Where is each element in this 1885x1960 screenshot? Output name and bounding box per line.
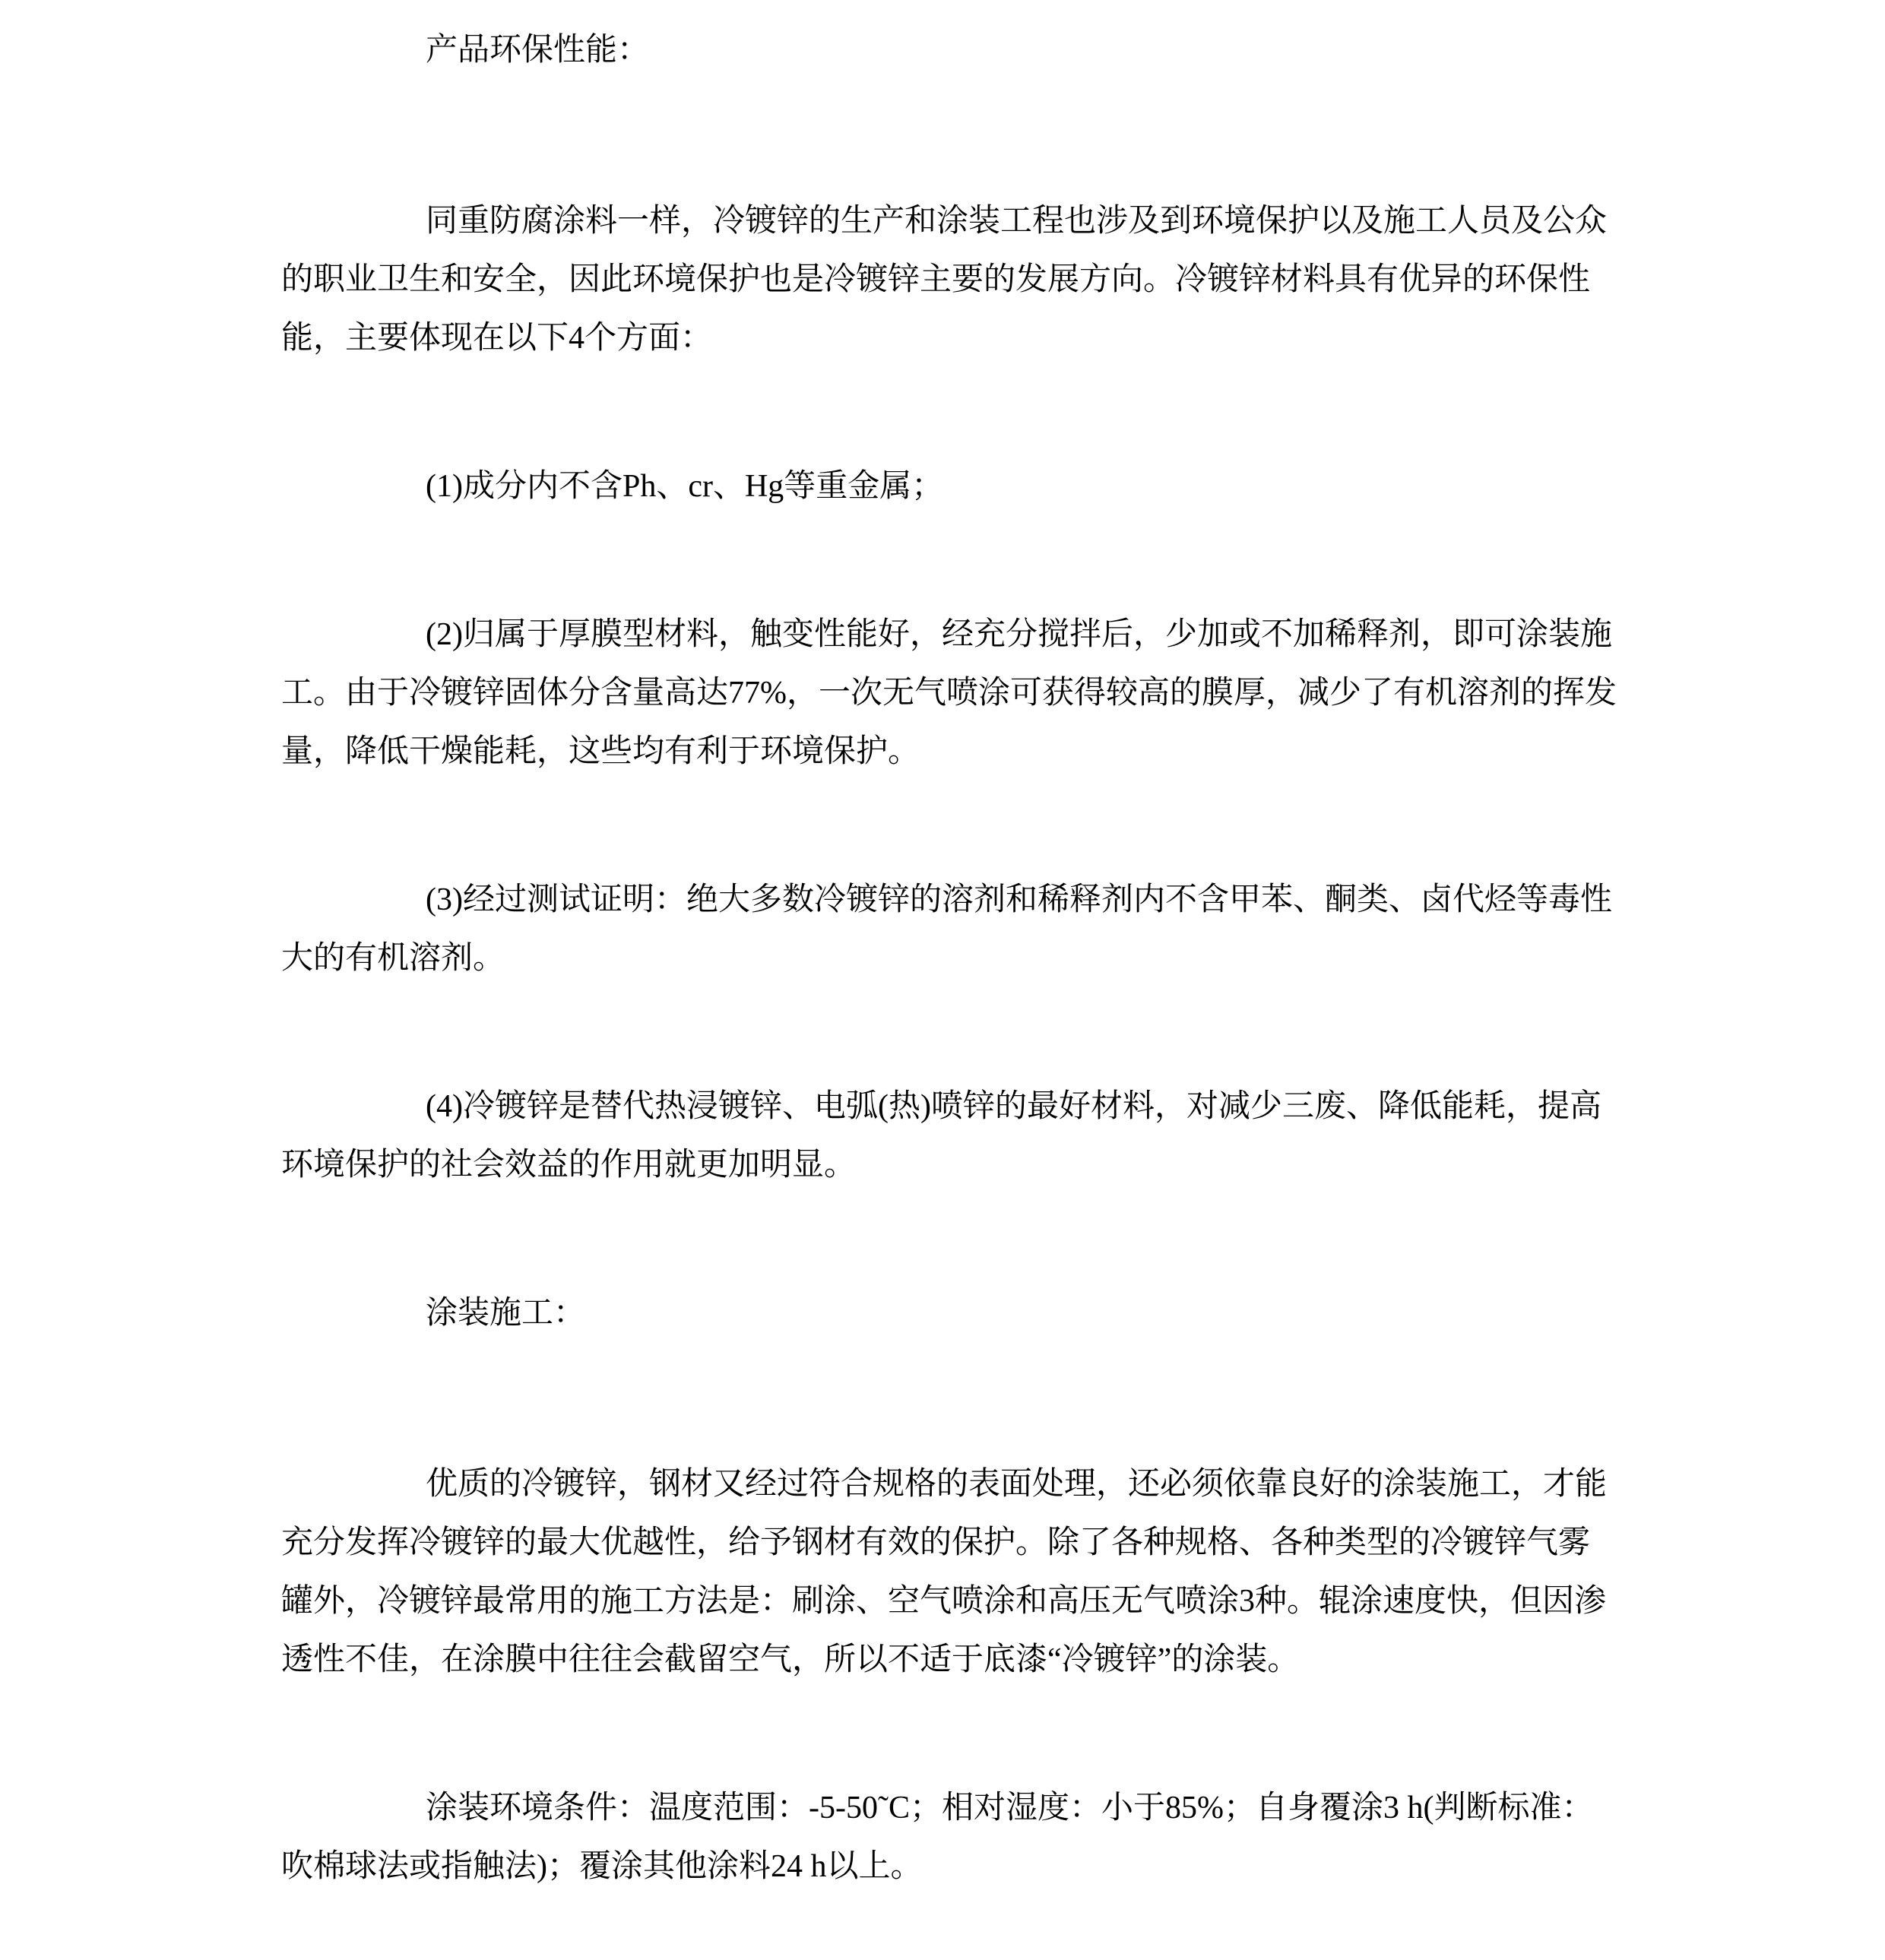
list-item-1 — [281, 458, 1733, 516]
heading-text: 涂装施工： — [426, 1296, 586, 1331]
paragraph-application-methods — [281, 1455, 1733, 1689]
paragraph-line: 大的有机溶剂。 — [281, 941, 505, 976]
paragraph-line: 环境保护的社会效益的作用就更加明显。 — [281, 1148, 857, 1183]
paragraph-line: 能，主要体现在以下4个方面： — [281, 321, 713, 356]
paragraph-environment-conditions — [281, 1779, 1733, 1896]
paragraph-line: 的职业卫生和安全，因此环境保护也是冷镀锌主要的发展方向。冷镀锌材料具有优异的环保性 — [281, 262, 1591, 297]
heading-text: 产品环保性能： — [426, 33, 650, 68]
paragraph-line: 同重防腐涂料一样，冷镀锌的生产和涂装工程也涉及到环境保护以及施工人员及公众 — [426, 204, 1608, 239]
paragraph-line: (1)成分内不含Ph、cr、Hg等重金属； — [426, 469, 944, 504]
paragraph-intro — [281, 192, 1733, 368]
list-item-3 — [281, 871, 1733, 988]
list-item-2 — [281, 606, 1733, 781]
paragraph-line: 工。由于冷镀锌固体分含量高达77%，一次无气喷涂可获得较高的膜厚，减少了有机溶剂的挥发 — [281, 676, 1617, 711]
paragraph-line: 涂装环境条件：温度范围：-5-50˜C；相对湿度：小于85%；自身覆涂3 h(判断标准： — [426, 1791, 1594, 1825]
paragraph-line: 吹棉球法或指触法)；覆涂其他涂料24 h以上。 — [281, 1849, 923, 1884]
paragraph-line: (3)经过测试证明：绝大多数冷镀锌的溶剂和稀释剂内不含甲苯、酮类、卤代烃等毒性 — [426, 882, 1612, 917]
paragraph-line: 罐外，冷镀锌最常用的施工方法是：刷涂、空气喷涂和高压无气喷涂3种。辊涂速度快，但因渗 — [281, 1584, 1607, 1619]
paragraph-line: (4)冷镀锌是替代热浸镀锌、电弧(热)喷锌的最好材料，对减少三废、降低能耗，提高 — [426, 1089, 1601, 1124]
paragraph-line: (2)归属于厚膜型材料，触变性能好，经充分搅拌后，少加或不加稀释剂，即可涂装施 — [426, 617, 1612, 652]
heading-product-environmental-performance — [281, 21, 1733, 80]
paragraph-line: 充分发挥冷镀锌的最大优越性，给予钢材有效的保护。除了各种规格、各种类型的冷镀锌气雾 — [281, 1525, 1591, 1560]
paragraph-line: 优质的冷镀锌，钢材又经过符合规格的表面处理，还必须依靠良好的涂装施工，才能 — [426, 1467, 1608, 1502]
heading-coating-application — [281, 1284, 1733, 1343]
list-item-4 — [281, 1078, 1733, 1195]
paragraph-line: 透性不佳，在涂膜中往往会截留空气，所以不适于底漆“冷镀锌”的涂装。 — [281, 1642, 1300, 1677]
paragraph-line: 量，降低干燥能耗，这些均有利于环境保护。 — [281, 734, 920, 769]
